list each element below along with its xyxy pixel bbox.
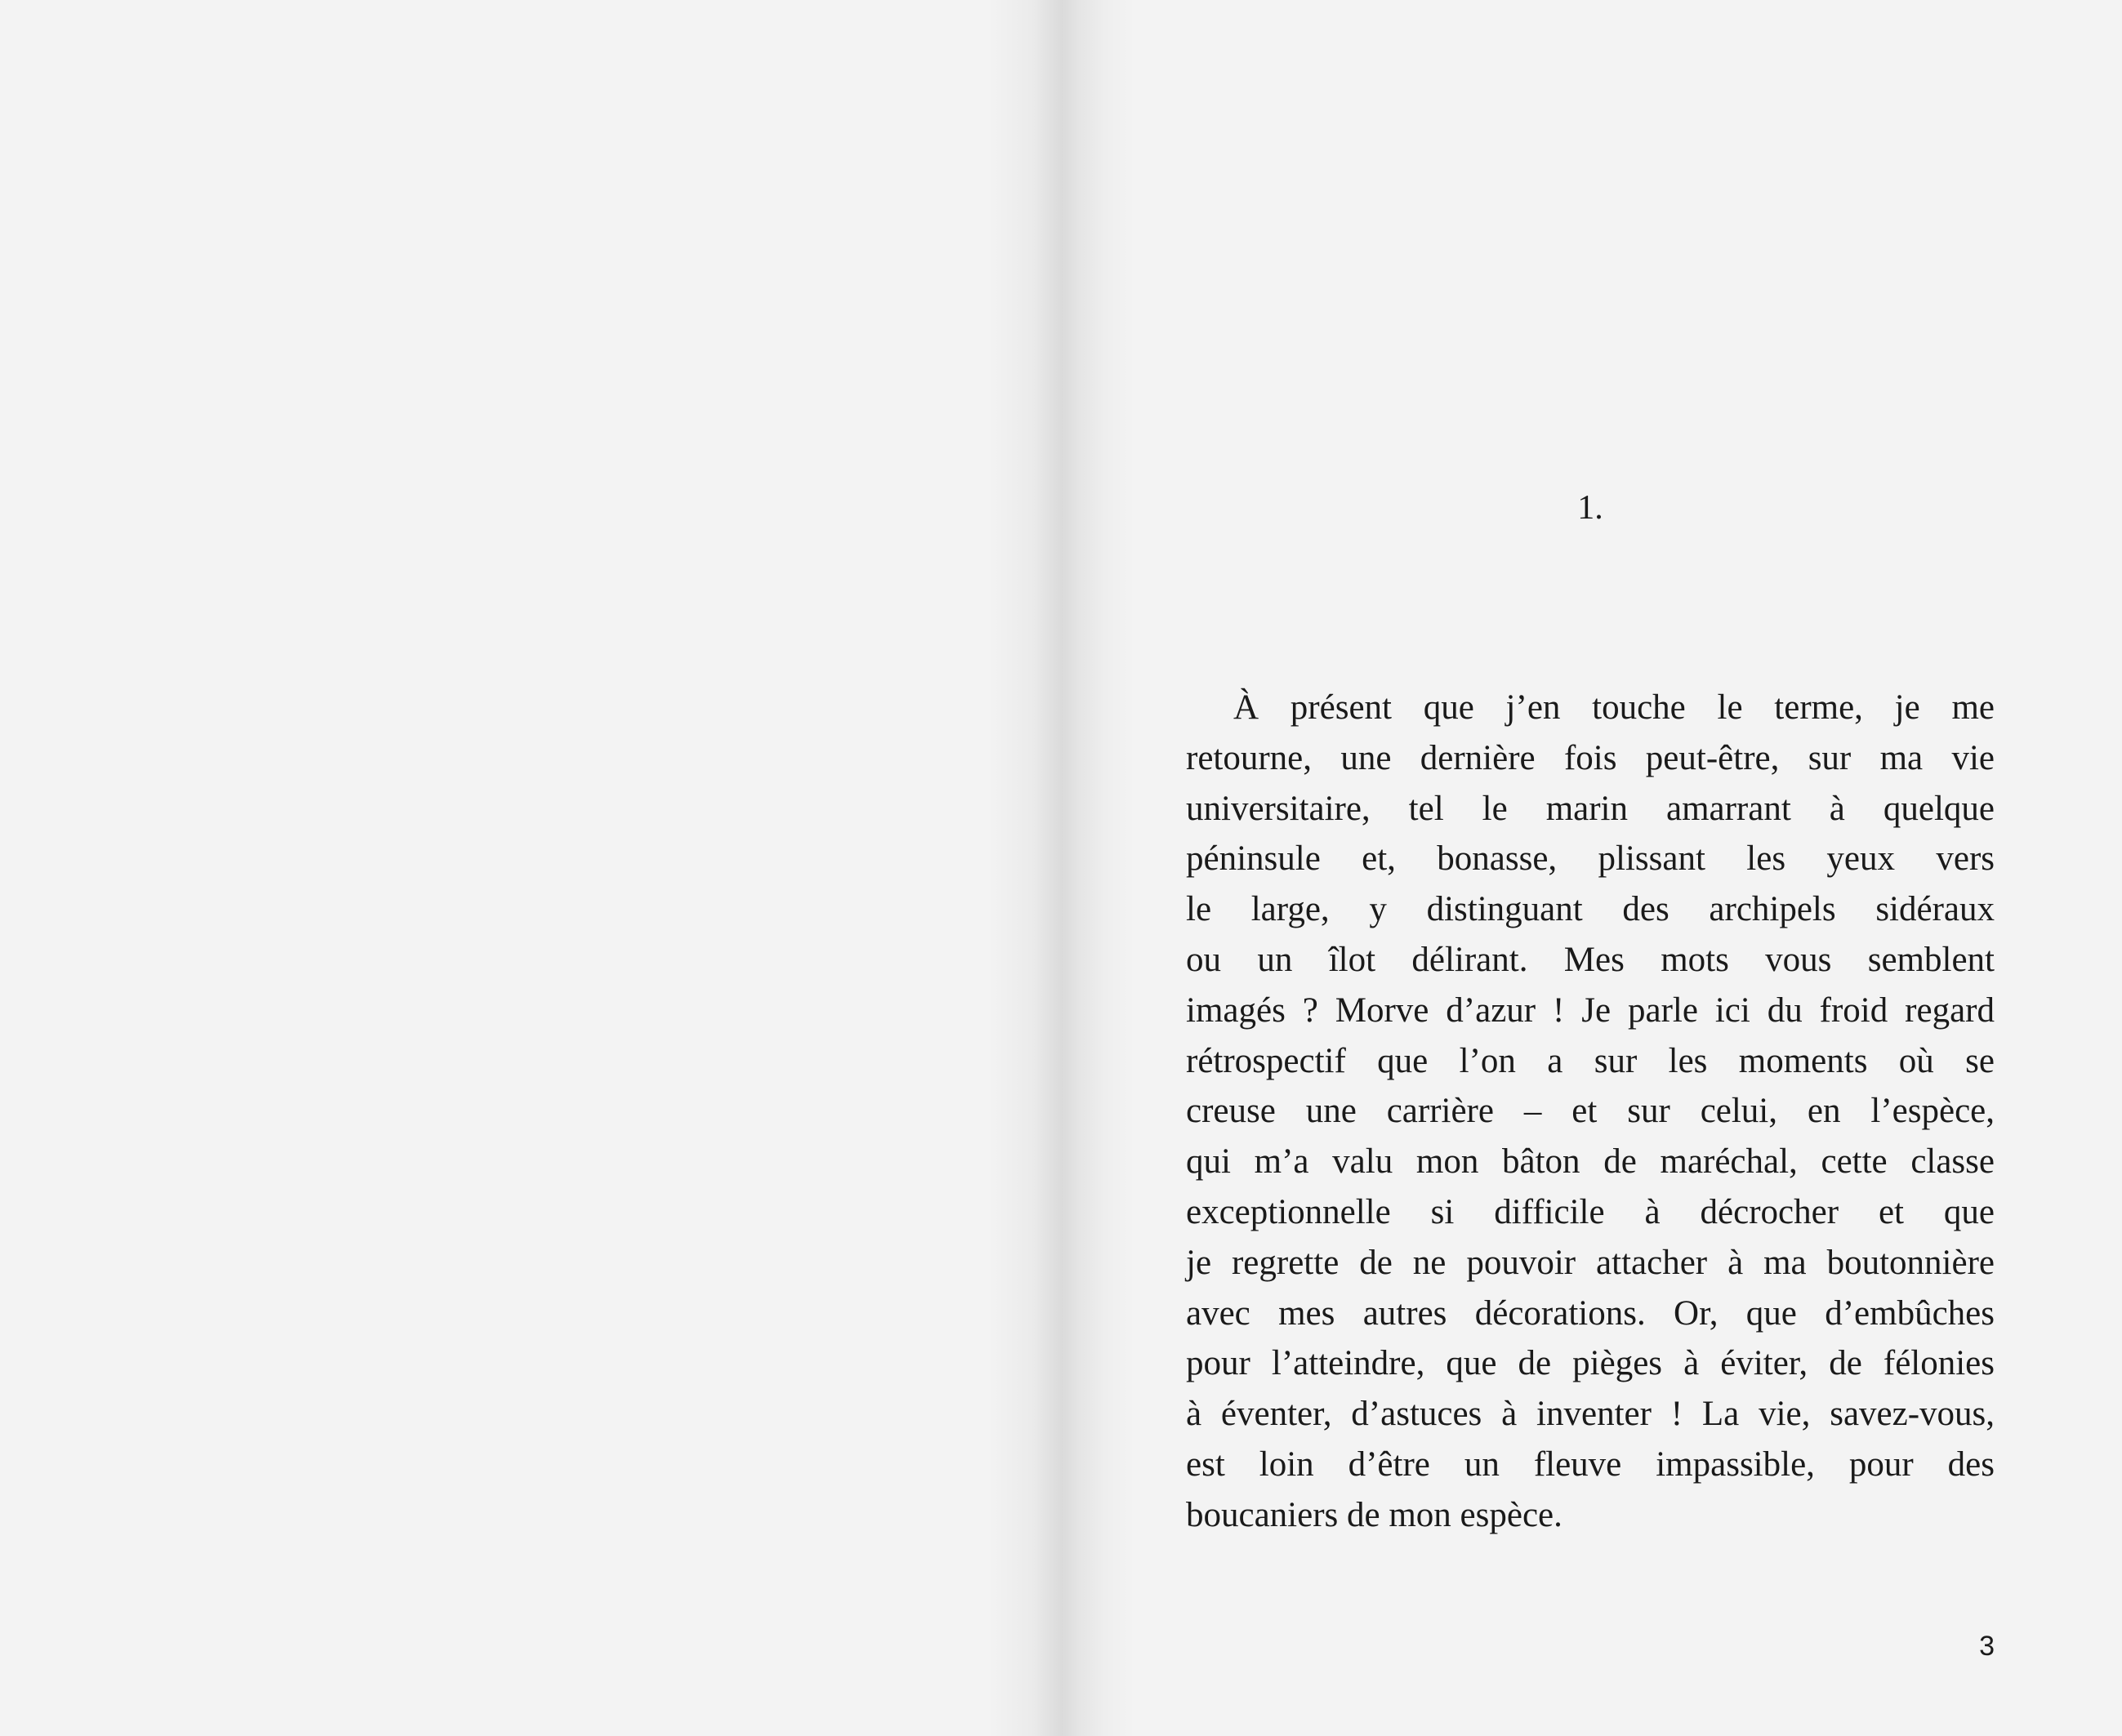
text-line: creuse une carrière – et sur celui, en l’espèce, <box>1186 1092 1995 1131</box>
text-line: À présent que j’en touche le terme, je me <box>1233 688 1995 727</box>
text-line: rétrospectif que l’on a sur les moments où se <box>1186 1041 1995 1080</box>
text-line: ou un îlot délirant. Mes mots vous semblent <box>1186 940 1995 979</box>
text-line: pour l’atteindre, que de pièges à éviter, de félonies <box>1186 1344 1995 1383</box>
text-line: je regrette de ne pouvoir attacher à ma boutonnière <box>1186 1243 1995 1282</box>
text-line: péninsule et, bonasse, plissant les yeux vers <box>1186 839 1995 879</box>
text-line: à éventer, d’astuces à inventer ! La vie, savez-vous, <box>1186 1395 1995 1434</box>
page-number: 3 <box>1979 1631 1995 1662</box>
text-line: boucaniers de mon espèce. <box>1186 1495 1563 1534</box>
text-line: retourne, une dernière fois peut-être, sur ma vie <box>1186 738 1995 777</box>
text-line: exceptionnelle si difficile à décrocher et que <box>1186 1192 1995 1231</box>
text-line: avec mes autres décorations. Or, que d’embûches <box>1186 1293 1995 1333</box>
text-line: imagés ? Morve d’azur ! Je parle ici du froid regard <box>1186 990 1995 1030</box>
text-line: universitaire, tel le marin amarrant à quelque <box>1186 789 1995 828</box>
body-paragraph <box>1186 683 1995 1541</box>
text-line: le large, y distinguant des archipels sidéraux <box>1186 890 1995 929</box>
chapter-number: 1. <box>1577 489 1603 527</box>
text-line: qui m’a valu mon bâton de maréchal, cette classe <box>1186 1142 1995 1182</box>
text-line: est loin d’être un fleuve impassible, pour des <box>1186 1444 1995 1484</box>
left-page-blank <box>0 0 1054 1736</box>
